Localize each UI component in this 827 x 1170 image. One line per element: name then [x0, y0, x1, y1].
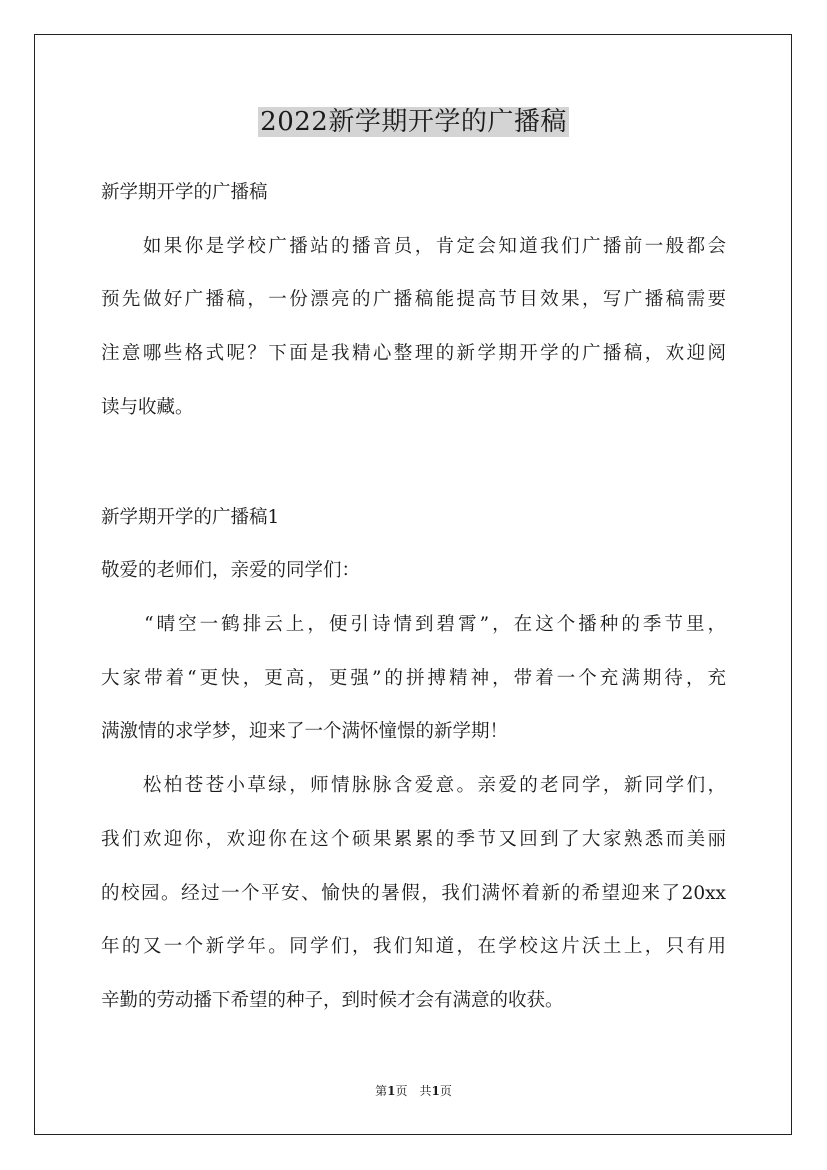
- paragraph-line: 辛勤的劳动播下希望的种子，到时候才会有满意的收获。: [101, 990, 564, 1011]
- paragraph-line: 如果你是学校广播站的播音员，肯定会知道我们广播前一般都会: [101, 236, 726, 257]
- paragraph-line: 预先做好广播稿，一份漂亮的广播稿能提高节目效果，写广播稿需要: [101, 289, 726, 310]
- paragraph-line: 满激情的求学梦，迎来了一个满怀憧憬的新学期！: [101, 721, 509, 742]
- paragraph-line: 年的又一个新学年。同学们，我们知道，在学校这片沃土上，只有用: [101, 936, 726, 957]
- paragraph-line: 的校园。经过一个平安、愉快的暑假，我们满怀着新的希望迎来了20xx: [101, 883, 726, 904]
- document-title: [0, 102, 827, 142]
- paragraph-line: “晴空一鹤排云上，便引诗情到碧霄”，在这个播种的季节里，: [101, 614, 726, 635]
- footer-prefix: 第: [375, 1084, 388, 1098]
- section-heading: 新学期开学的广播稿1: [101, 507, 280, 528]
- footer-mid: 页 共: [395, 1084, 432, 1098]
- footer-suffix: 页: [439, 1084, 452, 1098]
- document-title-text: 2022新学期开学的广播稿: [260, 107, 567, 137]
- paragraph-line: 大家带着“更快，更高，更强”的拼搏精神，带着一个充满期待，充: [101, 668, 726, 689]
- paragraph-line: 读与收藏。: [101, 397, 194, 418]
- footer-total-pages: 1: [431, 1084, 440, 1098]
- paragraph-line: 松柏苍苍小草绿，师情脉脉含爱意。亲爱的老同学，新同学们，: [101, 775, 726, 796]
- footer-page-number: 1: [387, 1084, 396, 1098]
- paragraph-line: 注意哪些格式呢？下面是我精心整理的新学期开学的广播稿，欢迎阅: [101, 343, 726, 364]
- paragraph-line: 我们欢迎你，欢迎你在这个硕果累累的季节又回到了大家熟悉而美丽: [101, 829, 726, 850]
- intro-heading: 新学期开学的广播稿: [101, 182, 268, 203]
- salutation: 敬爱的老师们，亲爱的同学们：: [101, 560, 361, 581]
- page-footer: [0, 1083, 827, 1099]
